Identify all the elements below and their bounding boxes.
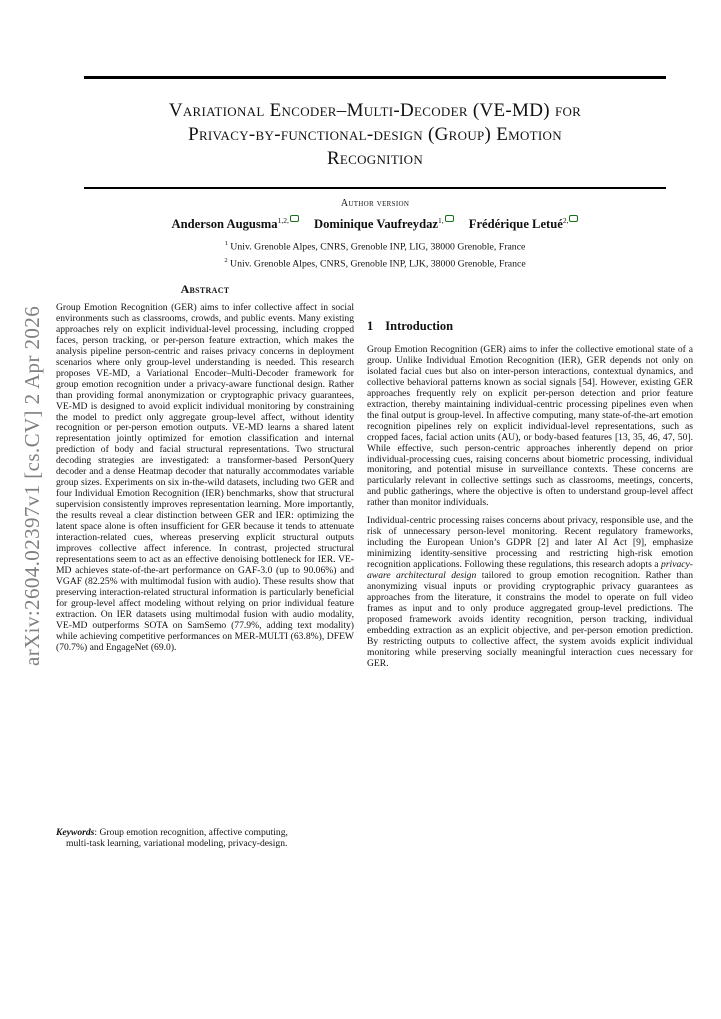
title-line-3: Recognition — [326, 148, 424, 169]
abstract-body — [56, 303, 354, 654]
author-3 — [469, 217, 579, 231]
section-title: Introduction — [385, 319, 454, 333]
abstract-text: Group Emotion Recognition (GER) aims to infer collective affect in social environments such as classrooms, crowds, and public events. Many existing approaches rely on explicit individual-level processing, including cropped faces, person tracking, or per-person feature extraction, which makes the analysis pipeline person-centric and raises privacy concerns in deployment scenarios where only group-level understanding is needed. This research proposes VE-MD, a Variational Encoder–Multi-Decoder framework for group emotion recognition under a privacy-aware functional design. Rather than providing formal anonymization or cryptographic privacy guarantees, VE-MD is designed to avoid explicit individual monitoring by constraining the model to predict only aggregate group-level affect, without identity recognition or per-person emotion outputs. VE-MD learns a shared latent representation jointly optimized for emotion classification and internal prediction of body and facial structural representations. Two structural decoding strategies are investigated: a transformer-based PersonQuery decoder and a dense Heatmap decoder that naturally accommodates variable group sizes. Experiments on six in-the-wild datasets, including two GER and four Individual Emotion Recognition (IER) benchmarks, show that structural supervision consistently improves representation learning. More importantly, the results reveal a clear distinction between GER and IER: optimizing the latent space alone is often insufficient for GER because it tends to attenuate interaction-related cues, whereas preserving explicit structural outputs improves collective affect inference. In contrast, projected structural representations seem to act as an effective denoising bottleneck for IER. VE-MD achieves state-of-the-art performance on GAF-3.0 (up to 90.06%) and VGAF (82.25% with multimodal fusion with audio). These results show that preserving interaction-related structural information is particularly beneficial for group-level affect modeling without relying on prior individual feature extraction. On IER datasets using multimodal fusion with audio modality, VE-MD outperforms SOTA on SamSemo (77.9%, adding text modality) while achieving competitive performances on MER-MULTI (63.8%), DFEW (70.7%) and EngageNet (69.0). — [56, 302, 354, 653]
orcid-icon[interactable] — [569, 215, 578, 222]
keywords — [56, 828, 354, 850]
paper-page: arXiv:2604.02397v1 [cs.CV] 2 Apr 2026 Variational Encoder–Multi-Decoder (VE-MD) for Privacy-by-functional-design (Group) Emotion Recognition Author version Anderson Augusma$^{1,2,}$ Dominique Vaufreydaz$^{1,}$ Frédérique Letué$^{2,}$ $^1$ Univ. Grenoble Alpes, CNRS, Grenoble INP, LIG, 38000 Grenoble, France $^2$ Univ. Grenoble Alpes, CNRS, Grenoble INP, LJK, 38000 Grenoble, France Abstract Group Emotion Recognition (GER) aims to infer collective affect in social environments such as classrooms, crowds, and public events. Many existing approaches rely on explicit individual-level processing, including cropped faces, person tracking, or per-person feature extraction, which makes the analysis pipeline person-centric and raises privacy concerns in deployment scenarios where only group-level understanding is needed. This research proposes VE-MD, a Variational Encoder–Multi-Decoder framework for group emotion recognition under a privacy-aware functional design. Rather than providing formal anonymization or cryptographic privacy guarantees, VE-MD is designed to avoid explicit individual monitoring by constraining the model to predict only aggregate group-level affect, without identity recognition or per-person emotion outputs. VE-MD learns a shared latent representation jointly optimized for emotion classification and internal prediction of body and facial structural representations. Two structural decoding strategies are investigated: a transformer-based PersonQuery decoder and a dense Heatmap decoder that naturally accommodates variable group sizes. Experiments on six in-the-wild datasets, including two GER and four Individual Emotion Recognition (IER) benchmarks, show that structural supervision consistently improves representation learning. More importantly, the results reveal a clear distinction between GER and IER: optimizing the latent space alone is often insufficient for GER because it tends to attenuate interaction-related cues, whereas preserving explicit structural outputs improves collective affect inference. In contrast, projected structural representations seem to act as an effective denoising bottleneck for IER. VE-MD achieves state-of-the-art performance on GAF-3.0 (up to 90.06%) and VGAF (82.25% with multimodal fusion with audio). These results show that preserving interaction-related structural information is particularly beneficial for group-level affect modeling without relying on prior individual feature extraction. On IER datasets using multimodal fusion with audio modality, VE-MD outperforms SOTA on SamSemo (77.9%, adding text modality) while achieving competitive performances on MER-MULTI (63.8%), DFEW (70.7%) and EngageNet (69.0). Keywords: Group emotion recognition, affective computing, multi-task learning, variational modeling, privacy-design. 1 Introduction Group Emotion Recognition (GER) aims to infer the collective emotional state of a group. Unlike Individual Emotion Recognition (IER), GER depends not only on isolated facial cues but also on inter-person interactions, contextual dynamics, and collective behavioral patterns known as social signals [54]. However, existing GER approaches frequently rely on explicit per-person detection and prior feature extraction, thereby maintaining individual-centric processing pipelines even when the final output is group-level. In affective computing, many state-of-the-art emotion recognition pipelines rely on explicit individual-level representations, such as cropped faces, facial action units (AU), or body-based features [13, 35, 46, 47, 50]. While effective, such person-centric approaches inherently depend on prior individual-processing cues, raising concerns about biometric processing, individual monitoring, and potential misuse in surveillance contexts. These concerns are particularly relevant in collective settings such as classrooms, meetings, concerts, and public gatherings, where the objective is often to understand group-level affect rather than monitor individuals. Individual-centric processing raises concerns about privacy, responsible use, and the risk of unnecessary person-level monitoring. Recent regulatory frameworks, including the European Union’s GDPR [2] and later AI Act [9], emphasize minimizing identity-sensitive processing and restricting high-risk emotion recognition applications. Following these regulations, this research adopts a privacy-aware architectural design tailored to group emotion recognition. Rather than anonymizing visual inputs or providing cryptographic privacy guarantees as approaches from the literature, it constrains the model to operate on full video frames as input and to only produce aggregated group-level predictions. The proposed framework avoids identity recognition, person tracking, individual embedding extraction as an explicit objective, and per-person emotion prediction. By restricting outputs to collective affect, the system avoids explicit individual monitoring while preserving socially meaningful interaction cues necessary for GER. — [0, 0, 721, 1019]
introduction-body — [367, 345, 693, 670]
title-rule-bottom — [84, 187, 666, 189]
author-sup: 2, — [562, 215, 569, 225]
keywords-line-2: multi-task learning, variational modeling, privacy-design. — [66, 837, 288, 849]
section-heading-introduction — [367, 319, 453, 334]
abstract-heading: Abstract — [180, 282, 230, 296]
affiliation-text: Univ. Grenoble Alpes, CNRS, Grenoble INP, LIG, 38000 Grenoble, France — [227, 241, 526, 253]
author-2 — [314, 217, 454, 231]
affiliation-sup: 1 — [224, 240, 228, 247]
paper-title — [84, 99, 666, 171]
author-sup: 1, — [437, 215, 444, 225]
orcid-icon[interactable] — [290, 215, 299, 222]
intro-p2-emphasis: privacy-aware architectural design — [367, 559, 693, 582]
section-number: 1 — [367, 319, 374, 333]
intro-paragraph-1: Group Emotion Recognition (GER) aims to infer the collective emotional state of a group. Unlike Individual Emotion Recognition (IER), GER depends not only on isolated facial cues but also on inter-person interactions, contextual dynamics, and collective behavioral patterns known as social signals [54]. However, existing GER approaches frequently rely on explicit per-person detection and prior feature extraction, thereby maintaining individual-centric processing pipelines even when the final output is group-level. In affective computing, many state-of-the-art emotion recognition pipelines rely on explicit individual-level representations, such as cropped faces, facial action units (AU), or body-based features [13, 35, 46, 47, 50]. While effective, such person-centric approaches inherently depend on prior individual-processing cues, raising concerns about biometric processing, individual monitoring, and potential misuse in surveillance contexts. These concerns are particularly relevant in collective settings such as classrooms, meetings, concerts, and public gatherings, where the objective is often to understand group-level affect rather than monitor individuals. — [367, 344, 693, 509]
affiliation-text: Univ. Grenoble Alpes, CNRS, Grenoble INP, LJK, 38000 Grenoble, France — [227, 258, 526, 270]
author-name: Frédérique Letué — [468, 217, 563, 231]
author-name: Anderson Augusma — [171, 217, 278, 231]
intro-paragraph-2 — [367, 516, 693, 669]
intro-p2-part-a: Individual-centric processing raises concerns about privacy, responsible use, and the risk of unnecessary person-level monitoring. Recent regulatory frameworks, including the European Union’s GDPR [2] and later AI Act [9], emphasize minimizing identity-sensitive processing and restricting high-risk emotion recognition applications. Following these regulations, this research adopts a — [367, 515, 693, 571]
affiliation-1 — [84, 240, 666, 252]
keywords-label: Keywords — [56, 827, 95, 838]
author-name: Dominique Vaufreydaz — [313, 217, 438, 231]
intro-p2-part-b: tailored to group emotion recognition. Rather than anonymizing visual inputs or providing cryptographic privacy guarantees as approaches from the literature, it constrains the model to operate on full video frames as input and to only produce aggregated group-level predictions. The proposed framework avoids identity recognition, person tracking, individual embedding extraction as an explicit objective, and per-person emotion prediction. By restricting outputs to collective affect, the system avoids explicit individual monitoring while preserving socially meaningful interaction cues necessary for GER. — [367, 570, 693, 669]
orcid-icon[interactable] — [445, 215, 454, 222]
author-sup: 1,2, — [277, 215, 289, 225]
title-rule-top — [84, 76, 666, 79]
title-line-1: Variational Encoder–Multi-Decoder (VE-MD) for — [168, 100, 582, 121]
affiliation-sup: 2 — [224, 257, 228, 264]
author-version-label: Author version — [340, 198, 410, 209]
affiliation-2 — [84, 257, 666, 269]
title-line-2: Privacy-by-functional-design (Group) Emotion — [188, 124, 562, 145]
keywords-line-1: : Group emotion recognition, affective computing, — [94, 827, 288, 838]
author-1 — [172, 217, 299, 231]
author-list — [84, 215, 666, 232]
